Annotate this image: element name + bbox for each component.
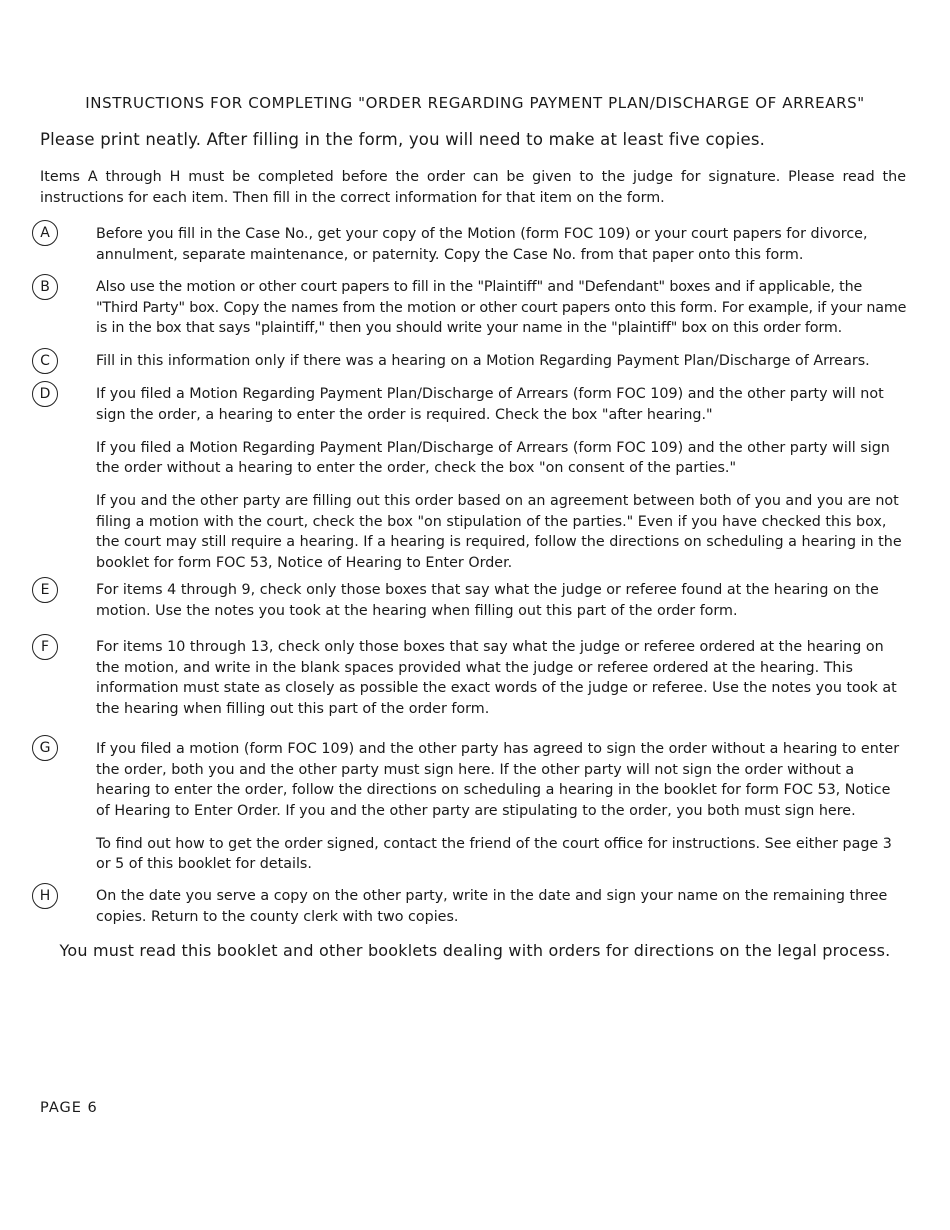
- item-f-text: [96, 637, 907, 719]
- item-h-paragraph-1: On the date you serve a copy on the other party, write in the date and sign your name on the remaining three copies. Return to the county clerk with two copies.: [96, 888, 888, 925]
- item-g-paragraph-2: To find out how to get the order signed, contact the friend of the court office for instructions. See either page 3 or 5 of this booklet for details.: [96, 835, 892, 872]
- item-g-text: [96, 739, 907, 875]
- item-b-paragraph-1: Also use the motion or other court papers to fill in the "Plaintiff" and "Defendant" boxes and if applicable, the "Third Party" box. Copy the names from the motion or other court papers onto this form. For example, if your name is in the box that says "plaintiff," then you should write your name in the "plaintiff" box on this order form.: [96, 279, 907, 336]
- print-note: Please print neatly. After filling in the form, you will need to make at least five copies.: [40, 130, 766, 149]
- items-note: Items A through H must be completed before the order can be given to the judge for signature. Please read the instructions for each item. Then fill in the correct information for that item on the form.: [40, 169, 906, 206]
- item-g-badge: G: [32, 735, 58, 761]
- item-d-badge: D: [32, 381, 58, 407]
- item-f-paragraph-1: For items 10 through 13, check only those boxes that say what the judge or referee ordered at the hearing on the motion, and write in the blank spaces provided what the judge or referee ordered at the hearing. This information must state as closely as possible the exact words of the judge or referee. Use the notes you took at the hearing when filling out this part of the order form.: [96, 639, 897, 717]
- item-e-text: [96, 580, 907, 621]
- item-e-paragraph-1: For items 4 through 9, check only those boxes that say what the judge or referee found at the hearing on the motion. Use the notes you took at the hearing when filling out this part of the order form.: [96, 582, 879, 619]
- item-a-paragraph-1: Before you fill in the Case No., get your copy of the Motion (form FOC 109) or your court papers for divorce, annulment, separate maintenance, or paternity. Copy the Case No. from that paper onto this form.: [96, 226, 868, 263]
- item-b-badge: B: [32, 274, 58, 300]
- item-d-paragraph-1: If you filed a Motion Regarding Payment Plan/Discharge of Arrears (form FOC 109) and the other party will not sign the order, a hearing to enter the order is required. Check the box "after hearing.": [96, 386, 884, 423]
- item-d-paragraph-3: If you and the other party are filling out this order based on an agreement between both of you and you are not filing a motion with the court, check the box "on stipulation of the parties." Even if you have checked this box, the court may still require a hearing. If a hearing is required, follow the directions on scheduling a hearing in the booklet for form FOC 53, Notice of Hearing to Enter Order.: [96, 493, 902, 571]
- item-a-badge: A: [32, 220, 58, 246]
- item-a-text: [96, 224, 907, 265]
- item-h-badge: H: [32, 883, 58, 909]
- page-number: PAGE 6: [40, 1100, 98, 1116]
- closing-note: You must read this booklet and other booklets dealing with orders for directions on the legal process.: [59, 941, 891, 960]
- item-c-text: [96, 351, 907, 372]
- item-c-paragraph-1: Fill in this information only if there was a hearing on a Motion Regarding Payment Plan/Discharge of Arrears.: [96, 353, 870, 369]
- item-b-text: [96, 277, 907, 339]
- item-d-paragraph-2: If you filed a Motion Regarding Payment Plan/Discharge of Arrears (form FOC 109) and the other party will sign the order without a hearing to enter the order, check the box "on consent of the parties.": [96, 439, 890, 476]
- page-title: INSTRUCTIONS FOR COMPLETING "ORDER REGARDING PAYMENT PLAN/DISCHARGE OF ARREARS": [85, 94, 865, 112]
- item-g-paragraph-1: If you filed a motion (form FOC 109) and the other party has agreed to sign the order without a hearing to enter the order, both you and the other party must sign here. If the other party will not sign the order without a hearing to enter the order, follow the directions on scheduling a hearing in the booklet for form FOC 53, Notice of Hearing to Enter Order. If you and the other party are stipulating to the order, you both must sign here.: [96, 741, 900, 819]
- item-d-text: [96, 384, 907, 573]
- item-e-badge: E: [32, 577, 58, 603]
- item-h-text: [96, 886, 907, 927]
- item-c-badge: C: [32, 348, 58, 374]
- item-f-badge: F: [32, 634, 58, 660]
